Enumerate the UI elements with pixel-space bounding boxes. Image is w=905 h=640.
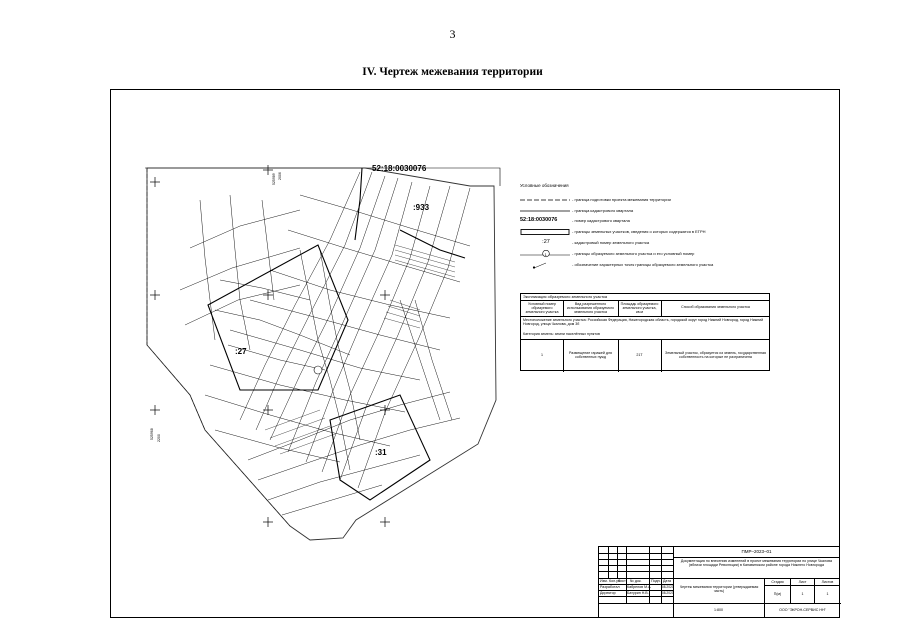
plot-label-933: :933: [413, 203, 430, 212]
title-block-head: № док.: [630, 579, 642, 583]
explication-header: Площадь образуемого земельного участка, кв.м: [620, 302, 659, 315]
quarter-boundary: [147, 168, 290, 526]
explication-category: Категория земель: земли населённых пунктов: [523, 332, 600, 336]
grid-coord-label: 2006: [278, 172, 282, 180]
plot-label-31: :31: [375, 448, 387, 457]
legend-item: [520, 239, 720, 247]
page-heading: IV. Чертеж межевания территории: [362, 66, 543, 78]
legend-symbol-text: 1: [544, 252, 547, 258]
legend-item-text: - кадастровый номер земельного участка: [572, 240, 650, 245]
title-block-sheet-title: Чертеж межевания территории (утверждаемая часть): [679, 585, 759, 594]
title-block-col-sheet: Лист: [798, 580, 807, 584]
title-block-org: ООО "ЭКРОН-СЕРВИС НН": [779, 608, 826, 612]
title-block-sheets: 1: [826, 592, 829, 596]
explication-title: Экспликация образуемого земельного участка: [523, 295, 608, 299]
legend-item-text: - граница кадастрового квартала: [572, 208, 634, 213]
title-block-head: Кол.уч: [609, 579, 620, 583]
building-hatching: [265, 245, 455, 454]
title-block-head: Подп.: [651, 579, 661, 583]
title-block-col-stage: Стадия: [771, 580, 784, 584]
title-block-role: Разработал: [600, 585, 620, 589]
drawing-border-line: [145, 168, 500, 186]
legend-item: [520, 196, 720, 204]
title-block-head: Дата: [663, 579, 671, 583]
title-block-sheet: 1: [801, 592, 804, 596]
explication-location: Местоположение земельного участка: Российская Федерация, Нижегородская область, городской округ город Нижний Новгород, город Нижний Новгород, улица Чкалова, дом 3б: [523, 318, 764, 327]
project-boundary-symbol-icon: [520, 196, 572, 204]
egrn-parcel-symbol-icon: [520, 228, 572, 236]
legend-title: Условные обозначения: [520, 183, 569, 188]
quarter-boundary-symbol-icon: [520, 207, 572, 215]
parcel-outlines: [208, 168, 465, 500]
legend-symbol-text: :27: [542, 239, 550, 245]
legend-item-text: - обозначение характерных точек границы образуемого земельного участка: [572, 262, 714, 267]
grid-coord-label: 2200: [157, 434, 161, 442]
explication-row-area: 21Т: [636, 353, 643, 357]
explication-header: Способ образования земельного участка: [681, 305, 750, 309]
title-block-code: ПМР–2023–01: [741, 550, 772, 554]
grid-coord-label: 525989: [272, 173, 276, 185]
cadastral-quarter-label: 52:18:0030076: [372, 164, 427, 173]
title-block-project: Документация по внесению изменений в проект межевания территории по улице Чкалова (вблизи площади Революции) в Канавинском районе города Нижнего Новгорода: [680, 559, 833, 568]
title-block-col-sheets: Листов: [821, 580, 834, 584]
parcel-network: [180, 172, 470, 515]
title-block: [598, 546, 840, 618]
explication-row-method: Земельный участок, образуется из земель, государственная собственность на которые не разграничена: [665, 351, 766, 360]
title-block-person: Батурин Н.В.: [627, 591, 649, 595]
legend-item-text: - граница подготовки проекта межевания территории: [572, 197, 671, 202]
legend-item-text: - границы земельных участков, сведения о которых содержатся в ЕГРН: [572, 229, 706, 234]
explication-header: Условный номер образуемого земельного участка: [525, 302, 559, 315]
parcel-marker-icon: [314, 366, 322, 374]
title-block-head: Лист: [618, 579, 626, 583]
legend-item: [520, 228, 720, 236]
legend-item: [520, 217, 720, 225]
title-block-person: Кабрелов М.А.: [627, 585, 652, 589]
legend-item: [520, 250, 720, 258]
survey-boundary: [147, 168, 496, 540]
title-block-date: 08.2023: [662, 591, 674, 595]
turning-point-symbol-icon: [520, 261, 572, 269]
title-block-date: 08.2023: [662, 585, 674, 589]
title-block-head: Изм.: [600, 579, 608, 583]
title-block-scale: 1:800: [714, 608, 723, 612]
grid-coord-label: 525968: [150, 428, 154, 440]
legend-item: [520, 261, 720, 269]
legend-item-text: - границы образуемого земельного участка и его условный номер: [572, 251, 695, 256]
legend-symbol-text: 52:18:0030076: [520, 217, 558, 223]
plot-label-27: :27: [235, 347, 247, 356]
title-block-role: Директор: [600, 591, 616, 595]
legend-item-text: - номер кадастрового квартала: [572, 218, 630, 223]
explication-row-use: Размещение гаражей для собственных нужд: [568, 351, 613, 360]
explication-table: [520, 293, 770, 371]
title-block-stage: П(м): [773, 592, 782, 596]
explication-header: Вид разрешенного использования образуемого земельного участка: [566, 302, 615, 315]
legend-item: [520, 207, 720, 215]
page-number: 3: [449, 27, 456, 41]
explication-row-number: 1: [541, 353, 543, 357]
